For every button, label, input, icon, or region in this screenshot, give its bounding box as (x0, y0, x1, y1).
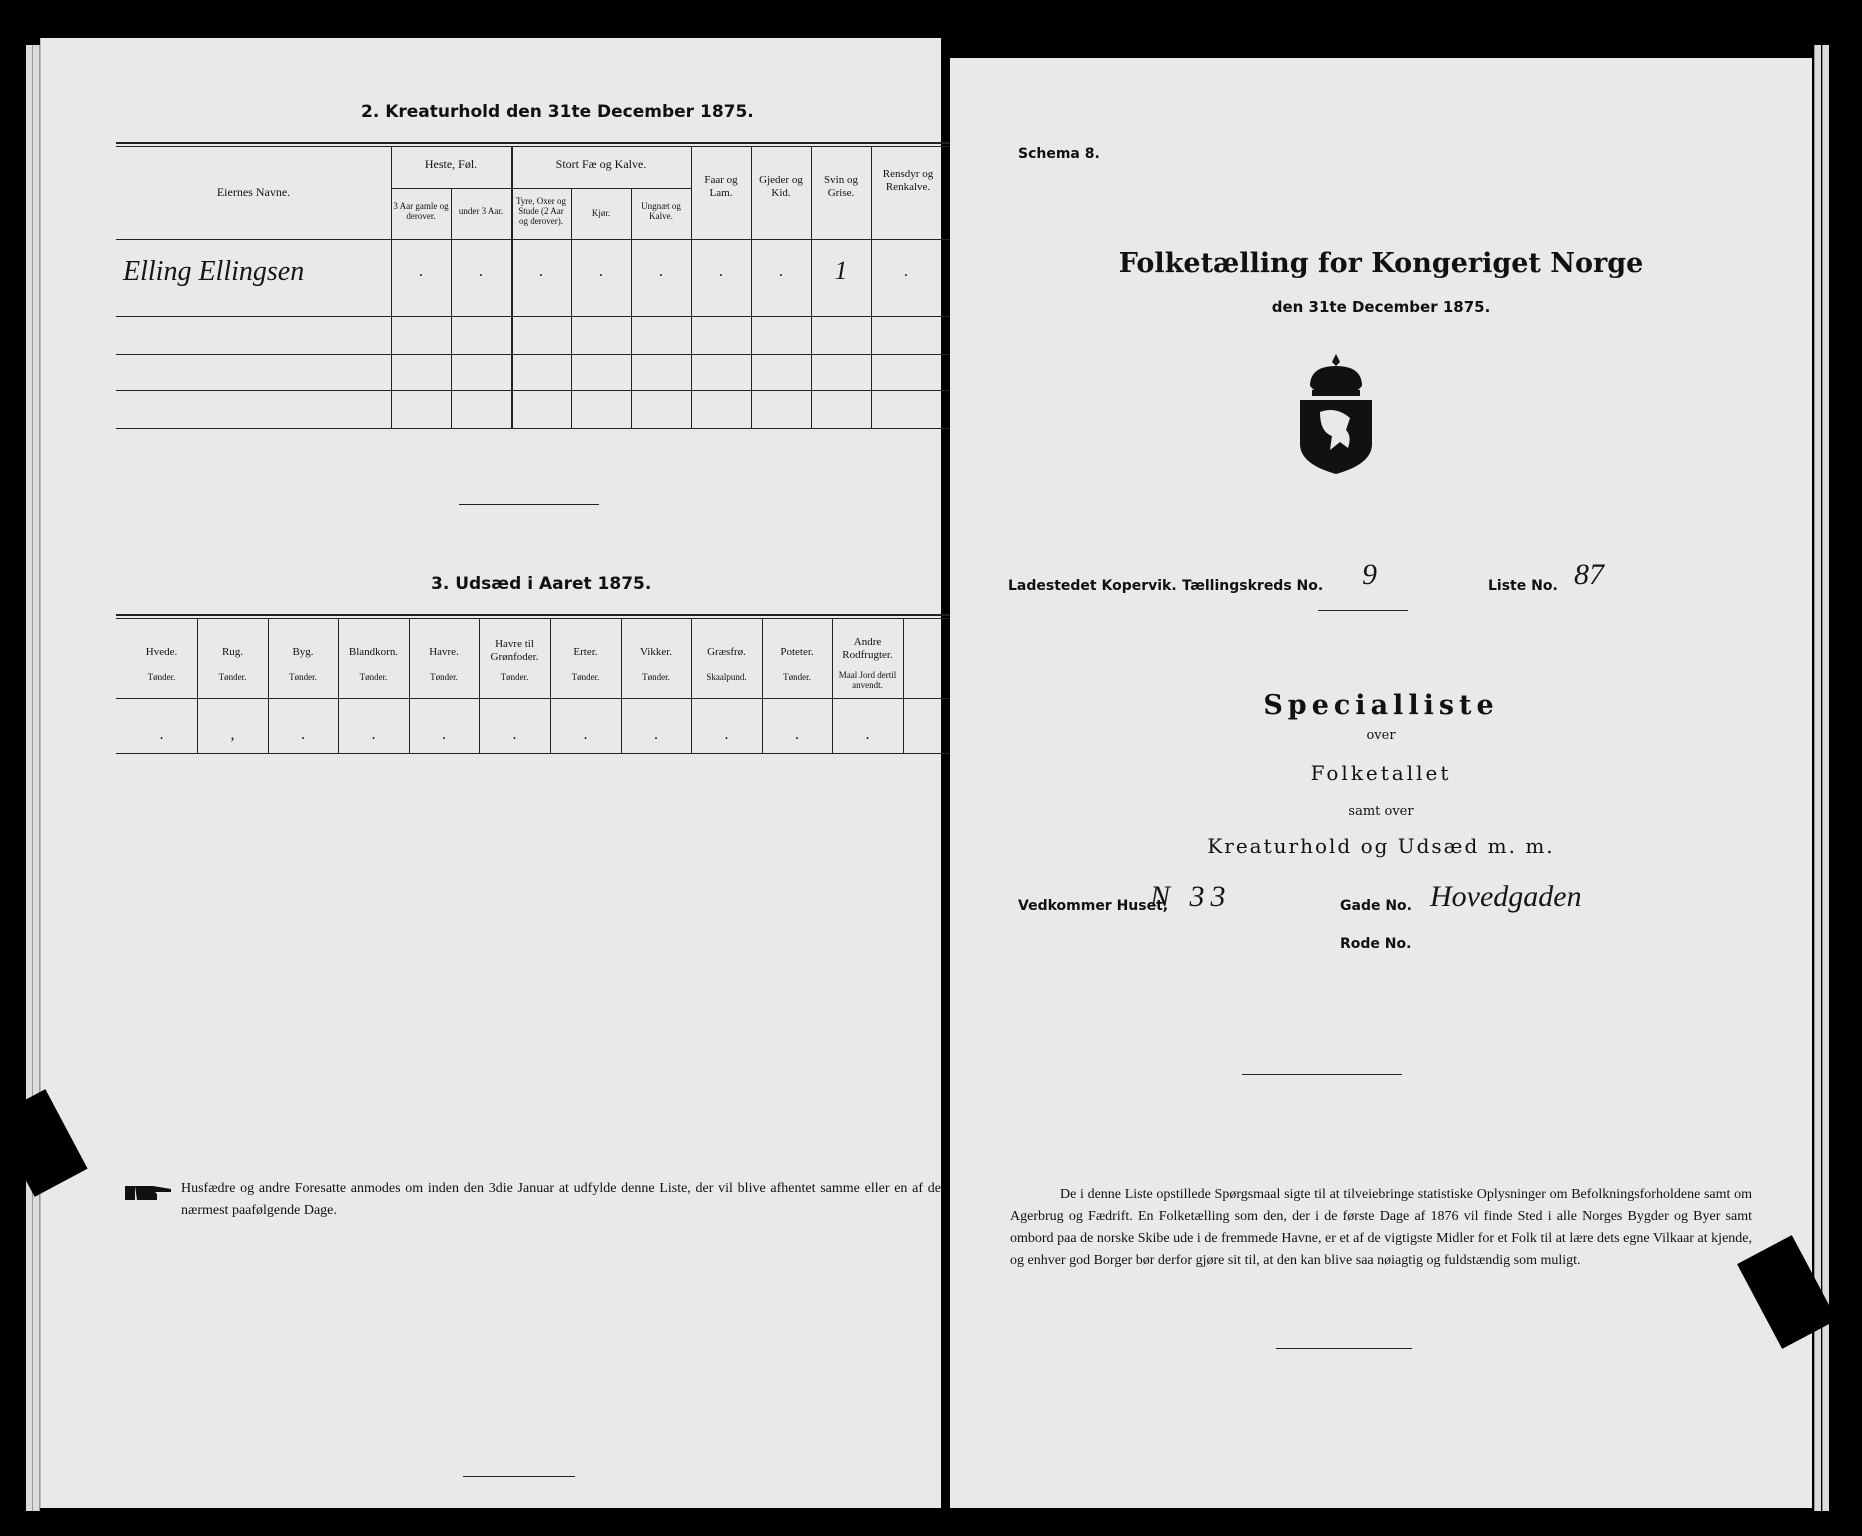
table-rule (116, 618, 961, 619)
seed-col-unit: Tønder. (430, 672, 458, 682)
paper-edge (1822, 45, 1829, 1511)
horses-old-value: . (419, 263, 423, 280)
bulls-value: . (539, 263, 543, 280)
seed-col-unit: Tønder. (571, 672, 600, 682)
livestock-heading: 2. Kreaturhold den 31te December 1875. (361, 102, 754, 122)
cows-header: Kjør. (591, 208, 611, 218)
seed-heading: 3. Udsæd i Aaret 1875. (431, 574, 652, 594)
street-name: Hovedgaden (1430, 880, 1582, 913)
seed-value: . (865, 726, 870, 743)
seed-col-unit: Tønder. (642, 672, 670, 682)
notice-text: Husfædre og andre Foresatte anmodes om inden den 3die Januar at udfylde denne Liste, der vil blive afhentet samme eller en af de nærmest paafølgende Dage. (181, 1181, 941, 1218)
separator (1318, 610, 1408, 611)
cows-value: . (599, 263, 603, 280)
seed-col-header: Havre til Grønfoder. (490, 638, 539, 663)
kreds-value: 9 (1362, 558, 1377, 591)
liste-value: 87 (1574, 558, 1604, 591)
table-rule (116, 428, 961, 429)
owner-header: Eiernes Navne. (216, 185, 291, 199)
coat-of-arms-icon (1290, 352, 1382, 476)
reindeer-header: Rensdyr og Renkalve. (882, 168, 934, 193)
table-rule (116, 316, 961, 317)
seed-value: . (442, 726, 446, 743)
table-divider (811, 146, 812, 428)
reindeer-value: . (904, 263, 908, 280)
horses-young-header: under 3 Aar. (458, 206, 504, 216)
seed-col-header: Hvede. (145, 646, 178, 658)
table-divider (451, 188, 452, 428)
young-cattle-value: . (659, 263, 663, 280)
gade-label: Gade No. (1340, 898, 1412, 914)
schema-label: Schema 8. (1018, 146, 1100, 162)
kreds-label: Tællingskreds No. (1182, 578, 1324, 594)
seed-col-header: Havre. (429, 646, 459, 658)
seed-col-unit: Tønder. (218, 672, 247, 682)
seed-col-header: Græsfrø. (707, 646, 746, 658)
paper-edge (26, 45, 33, 1511)
sheep-header: Faar og Lam. (704, 174, 738, 199)
table-divider (903, 618, 904, 753)
kreaturhold-text: Kreaturhold og Udsæd m. m. (1207, 834, 1555, 858)
table-rule (116, 753, 961, 754)
seed-value: . (654, 726, 658, 743)
right-page (950, 58, 1812, 1508)
seed-col-unit: Maal Jord dertil anvendt. (838, 670, 897, 690)
seed-col-unit: Tønder. (783, 672, 811, 682)
table-rule (116, 146, 961, 147)
table-rule (116, 354, 961, 355)
table-divider (511, 146, 513, 428)
horses-young-value: . (479, 263, 483, 280)
seed-value: , (230, 726, 235, 743)
vedkommer-label: Vedkommer Huset, (1018, 898, 1169, 914)
seed-col-header: Rug. (221, 646, 244, 658)
seed-value: . (159, 726, 164, 743)
separator (459, 504, 599, 505)
rode-label: Rode No. (1340, 936, 1412, 952)
specialliste-title: Specialliste (1263, 690, 1499, 721)
document-date: den 31te December 1875. (1271, 298, 1491, 316)
liste-label: Liste No. (1488, 578, 1558, 594)
goats-value: . (779, 263, 783, 280)
pointing-hand-icon (123, 1180, 175, 1204)
seed-col-unit: Tønder. (147, 672, 176, 682)
pigs-value: 1 (834, 256, 848, 285)
table-rule (116, 142, 961, 144)
seed-value: . (512, 726, 517, 743)
horses-group-header: Heste, Føl. (424, 157, 478, 171)
house-number: N 33 (1150, 880, 1232, 913)
table-divider (631, 188, 632, 428)
seed-col-header: Erter. (573, 646, 598, 658)
table-divider (571, 188, 572, 428)
seed-col-header: Blandkorn. (348, 646, 399, 658)
table-divider (871, 146, 872, 428)
table-divider (391, 146, 392, 428)
seed-value: . (301, 726, 305, 743)
over-text: over (1366, 728, 1396, 743)
document-title: Folketælling for Kongeriget Norge (1118, 248, 1644, 279)
seed-col-unit: Skaalpund. (706, 672, 747, 682)
seed-col-header: Vikker. (639, 646, 673, 658)
table-divider (751, 146, 752, 428)
table-rule (116, 390, 961, 391)
left-page (40, 38, 941, 1508)
samt-over-text: samt over (1348, 804, 1414, 819)
seed-col-unit: Tønder. (289, 672, 317, 682)
sheep-value: . (719, 263, 723, 280)
table-rule (391, 188, 691, 189)
separator (463, 1476, 575, 1477)
owner-name: Elling Ellingsen (123, 256, 305, 287)
seed-col-unit: Tønder. (500, 672, 529, 682)
seed-col-header: Andre Rodfrugter. (842, 636, 893, 661)
young-cattle-header: Ungnæt og Kalve. (641, 201, 681, 221)
folketallet-text: Folketallet (1310, 761, 1452, 785)
pigs-header: Svin og Grise. (824, 174, 858, 199)
table-rule (116, 239, 961, 240)
footnote-text: De i denne Liste opstillede Spørgsmaal sigte til at tilveiebringe statistiske Oplysninger om Befolkningsforholdene samt om Agerbrug og Fædrift. En Folketælling som den, der i de første Dage af 1876 vil finde Sted i alle Norges Bygder og Byer samt ombord paa de norske Skibe ude i de fremmede Havne, er et af de vigtigste Midler for et Folk til at lære dets egne Vilkaar at kjende, og enhver god Borger bør derfor gjøre sit til, at den kan blive saa nøiagtig og fuldstændig som muligt. (1010, 1187, 1752, 1268)
seed-value: . (724, 726, 729, 743)
seed-col-header: Poteter. (780, 646, 814, 658)
seed-value: . (795, 726, 799, 743)
separator (1242, 1074, 1402, 1075)
bulls-header: Tyre, Oxer og Stude (2 Aar og derover). (515, 196, 567, 226)
table-divider (691, 146, 692, 428)
separator (1276, 1348, 1412, 1349)
horses-old-header: 3 Aar gamle og derover. (393, 201, 449, 221)
seed-value: . (371, 726, 376, 743)
table-rule (116, 698, 961, 699)
cattle-group-header: Stort Fæ og Kalve. (555, 157, 647, 171)
seed-col-header: Byg. (292, 646, 314, 658)
seed-col-unit: Tønder. (359, 672, 388, 682)
goats-header: Gjeder og Kid. (759, 174, 803, 199)
table-rule (116, 614, 961, 616)
paper-edge (33, 45, 40, 1511)
seed-value: . (583, 726, 588, 743)
ladested-label: Ladestedet Kopervik. (1008, 578, 1177, 594)
